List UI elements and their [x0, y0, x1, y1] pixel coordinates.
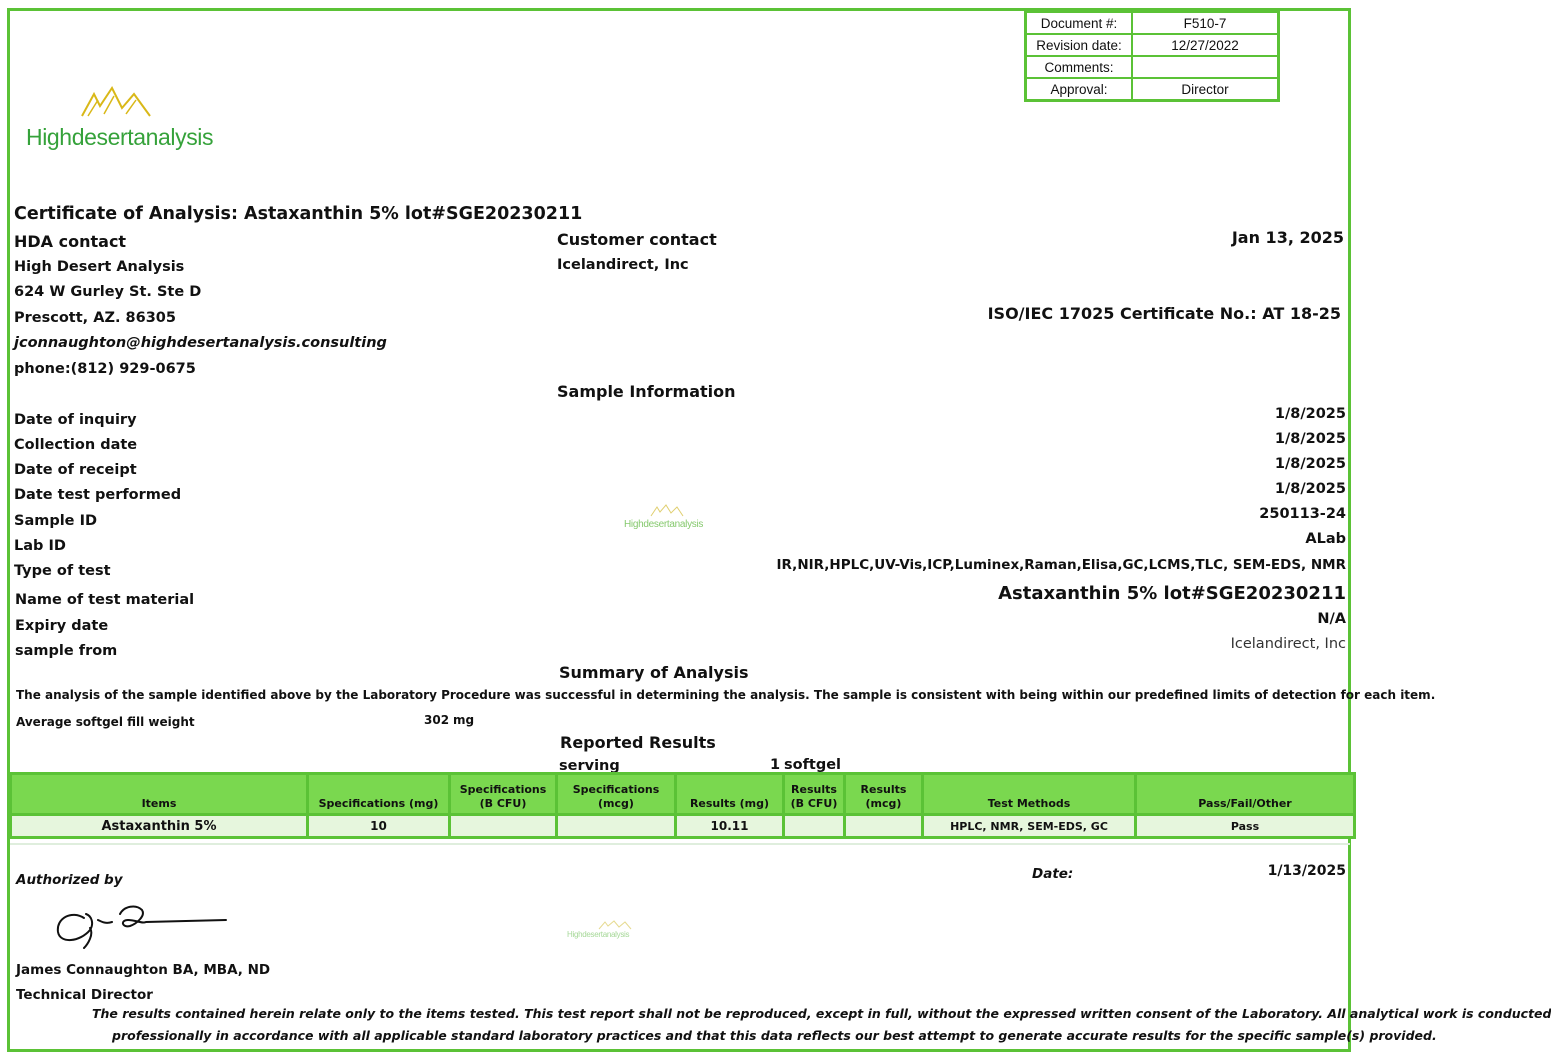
- column-header: Specifications (mcg): [557, 774, 676, 815]
- hda-contact-heading: HDA contact: [14, 232, 127, 251]
- spec-mcg-cell: [557, 815, 676, 838]
- control-label: Approval:: [1026, 78, 1133, 101]
- sample-info-value: IR,NIR,HPLC,UV-Vis,ICP,Luminex,Raman,Elisa,GC,LCMS,TLC, SEM-EDS, NMR: [776, 557, 1346, 573]
- control-label: Document #:: [1026, 12, 1133, 35]
- customer-name: Icelandirect, Inc: [557, 257, 689, 273]
- mountain-logo-icon: [78, 86, 268, 120]
- footer-disclaimer-line-2: professionally in accordance with all applicable standard laboratory practices and that this data reflects our best attempt to generate accurate results for the specific sample(s) provided.: [112, 1028, 1437, 1043]
- column-header: Test Methods: [923, 774, 1136, 815]
- column-header: Results (B CFU): [784, 774, 845, 815]
- result-cfu-cell: [784, 815, 845, 838]
- signatory-name: James Connaughton BA, MBA, ND: [16, 962, 271, 978]
- customer-contact-heading: Customer contact: [557, 230, 717, 249]
- control-row: [1026, 34, 1279, 56]
- control-value: Director: [1132, 78, 1279, 101]
- date-label: Date:: [1032, 866, 1074, 882]
- fill-weight-unit: mg: [453, 713, 475, 727]
- column-header: Pass/Fail/Other: [1136, 774, 1355, 815]
- sample-info-value: 1/8/2025: [1274, 456, 1346, 472]
- sample-information-heading: Sample Information: [557, 382, 736, 401]
- serving-value: 1: [770, 757, 781, 773]
- column-header: Results (mcg): [845, 774, 923, 815]
- mountain-watermark-icon: [597, 920, 633, 930]
- signature-icon: [50, 900, 240, 950]
- hda-line: Prescott, AZ. 86305: [14, 310, 176, 326]
- hda-line: 624 W Gurley St. Ste D: [14, 284, 202, 300]
- sample-info-label: sample from: [15, 643, 118, 659]
- control-row: [1026, 78, 1279, 101]
- fill-weight-value: 302: [424, 713, 450, 727]
- sample-info-value: Icelandirect, Inc: [1230, 636, 1346, 652]
- control-value: [1132, 56, 1279, 78]
- watermark-text: Highdesertanalysis: [624, 519, 704, 530]
- result-mcg-cell: [845, 815, 923, 838]
- authorization-date: 1/13/2025: [1267, 863, 1346, 879]
- control-row: [1026, 56, 1279, 78]
- item-name-cell: Astaxanthin 5%: [11, 815, 308, 838]
- logo-text: Highdesertanalysis: [26, 124, 214, 150]
- control-label: Comments:: [1026, 56, 1133, 78]
- test-methods-cell: HPLC, NMR, SEM-EDS, GC: [923, 815, 1136, 838]
- control-label: Revision date:: [1026, 34, 1133, 56]
- sample-info-label: Date of inquiry: [14, 412, 137, 428]
- sample-info-label: Lab ID: [14, 538, 66, 554]
- summary-text: The analysis of the sample identified above by the Laboratory Procedure was successful in determining the analysis. The sample is consistent with being within our predefined limits of detection for each item.: [16, 688, 1436, 702]
- document-border: [7, 8, 1351, 1052]
- column-header: Items: [11, 774, 308, 815]
- mountain-watermark-icon: [649, 504, 685, 518]
- sample-info-label: Date test performed: [14, 487, 182, 503]
- sample-info-label: Collection date: [14, 437, 138, 453]
- iso-certificate: ISO/IEC 17025 Certificate No.: AT 18-25: [987, 304, 1341, 323]
- results-table: [9, 772, 1356, 839]
- control-value: 12/27/2022: [1132, 34, 1279, 56]
- sample-info-value: ALab: [1305, 531, 1346, 547]
- report-date: Jan 13, 2025: [1231, 228, 1344, 247]
- hda-email: jconnaughton@highdesertanalysis.consulting: [14, 335, 387, 351]
- hda-phone: phone:(812) 929-0675: [14, 361, 196, 377]
- sample-info-label: Name of test material: [15, 592, 195, 608]
- column-header: Specifications (mg): [308, 774, 450, 815]
- serving-unit: softgel: [784, 757, 842, 773]
- sample-info-value: N/A: [1317, 611, 1346, 627]
- page-title: Certificate of Analysis: Astaxanthin 5% lot#SGE20230211: [14, 204, 583, 224]
- sample-info-label: Sample ID: [14, 513, 97, 529]
- sample-info-value: 1/8/2025: [1274, 406, 1346, 422]
- hda-line: High Desert Analysis: [14, 259, 185, 275]
- control-value: F510-7: [1132, 12, 1279, 35]
- sample-info-value: 1/8/2025: [1274, 481, 1346, 497]
- result-mg-cell: 10.11: [676, 815, 784, 838]
- footer-disclaimer-line-1: The results contained herein relate only to the items tested. This test report shall not be reproduced, except in full, without the expressed written consent of the Laboratory. All analytical work is conducted: [92, 1006, 1551, 1021]
- pass-fail-cell: Pass: [1136, 815, 1355, 838]
- spec-mg-cell: 10: [308, 815, 450, 838]
- column-header: Specifications (B CFU): [450, 774, 557, 815]
- summary-heading: Summary of Analysis: [559, 663, 749, 682]
- watermark-text: Highdesertanalysis: [567, 930, 630, 939]
- sample-info-value: 250113-24: [1259, 506, 1346, 522]
- document-control-table: [1024, 10, 1280, 102]
- results-header-row: [11, 774, 1355, 815]
- authorized-by-label: Authorized by: [16, 872, 123, 888]
- sample-info-value: 1/8/2025: [1274, 431, 1346, 447]
- divider: [10, 843, 1350, 845]
- reported-results-heading: Reported Results: [560, 733, 716, 752]
- spec-cfu-cell: [450, 815, 557, 838]
- sample-info-label: Expiry date: [15, 618, 109, 634]
- fill-weight-label: Average softgel fill weight: [16, 715, 195, 729]
- control-row: [1026, 12, 1279, 35]
- sample-info-label: Date of receipt: [14, 462, 137, 478]
- serving-label: serving: [559, 758, 620, 774]
- signatory-role: Technical Director: [16, 987, 153, 1003]
- sample-info-value: Astaxanthin 5% lot#SGE20230211: [998, 583, 1346, 604]
- column-header: Results (mg): [676, 774, 784, 815]
- sample-info-label: Type of test: [14, 563, 111, 579]
- table-row: [11, 815, 1355, 838]
